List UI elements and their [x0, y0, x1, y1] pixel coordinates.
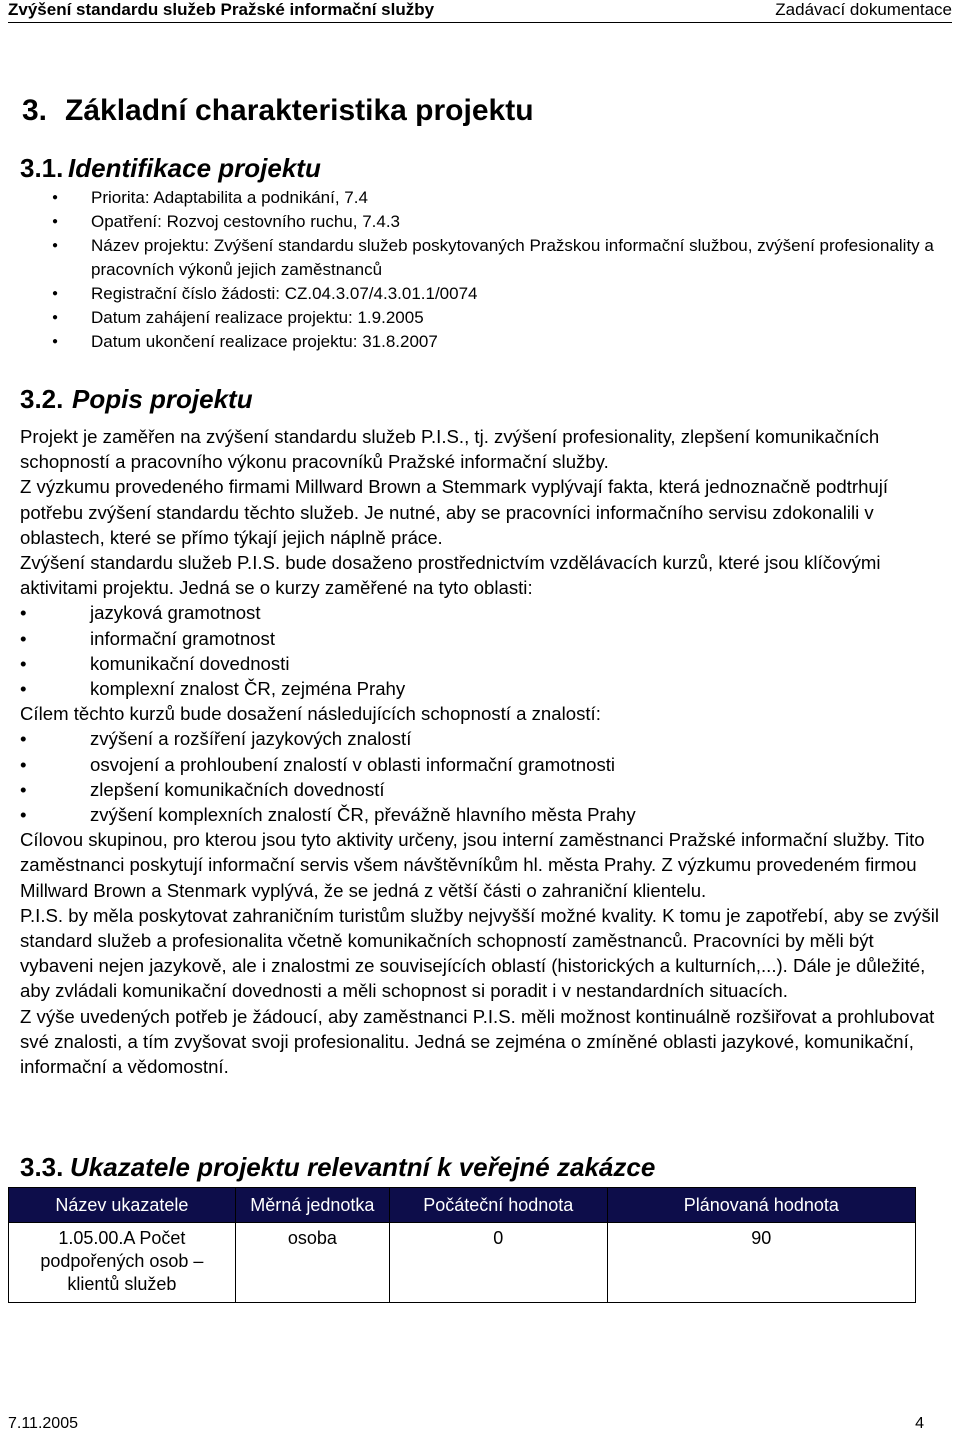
paragraph: P.I.S. by měla poskytovat zahraničním turistům služby nejvyšší možné kvality. K tomu je zapotřebí, aby se zvýšil standard služeb a profesionalita včetně komunikačních schopností zaměstnanců. Pracovníci by měli být vybaveni nejen jazykově, ale i znalostmi ze souvisejících oblastí (historických a kulturních,...). Dále je důležité, aby zvládali komunikační dovednosti a měli schopnost si poradit i v nestandardních situacích.	[20, 904, 940, 1002]
section-title: Identifikace projektu	[68, 153, 321, 183]
identification-list	[0, 186, 941, 354]
identification-item: ● Datum ukončení realizace projektu: 31.8.2007	[0, 330, 941, 354]
paragraph: Z výše uvedených potřeb je žádoucí, aby zaměstnanci P.I.S. měli možnost kontinuálně rozšiřovat a prohlubovat své znalosti, a tím zvyšovat svoji profesionalitu. Jedná se zejména o zmíněné oblasti jazykové, komunikační, informační a vědomostní.	[20, 1005, 935, 1078]
paragraph: Projekt je zaměřen na zvýšení standardu služeb P.I.S., tj. zvýšení profesionality, zlepšení komunikačních schopností a pracovního výkonu pracovníků Pražské informační služby.	[20, 426, 880, 473]
goals-list	[20, 726, 945, 827]
identification-item: ● Registrační číslo žádosti: CZ.04.3.07/4.3.01.1/0074	[0, 282, 941, 306]
section-3-heading	[22, 92, 534, 130]
column-header: Plánovaná hodnota	[607, 1188, 915, 1223]
list-item: • komunikační dovednosti	[20, 651, 945, 676]
section-title: Základní charakteristika projektu	[65, 94, 534, 127]
section-number: 3.2.	[20, 384, 64, 414]
table-cell: osoba	[235, 1223, 389, 1303]
section-number: 3.1.	[20, 153, 64, 183]
identification-item: ● Datum zahájení realizace projektu: 1.9.2005	[0, 306, 941, 330]
table-header-row	[9, 1188, 916, 1223]
table-cell: 1.05.00.A Počet podpořených osob – klientů služeb	[9, 1223, 236, 1303]
paragraph: Z výzkumu provedeného firmami Millward Brown a Stemmark vyplývají fakta, která jednoznačně podtrhují potřebu zvýšení standardu těchto služeb. Je nutné, aby se pracovníci informačního servisu zdokonalili v oblastech, které se přímo týkají jejich náplně práce.	[20, 476, 889, 548]
column-header: Název ukazatele	[9, 1188, 236, 1223]
section-31-heading	[20, 152, 321, 184]
header-doc-type: Zadávací dokumentace	[775, 0, 952, 19]
page-header	[8, 0, 952, 23]
page-number: 4	[915, 1415, 924, 1432]
list-item: • informační gramotnost	[20, 626, 945, 651]
list-item: • osvojení a prohloubení znalostí v oblasti informační gramotnosti	[20, 752, 945, 777]
table-row	[9, 1223, 916, 1303]
course-areas-list	[20, 600, 945, 701]
column-header: Měrná jednotka	[235, 1188, 389, 1223]
header-title: Zvýšení standardu služeb Pražské informační služby	[8, 0, 435, 19]
project-description	[20, 424, 945, 1079]
table-cell: 90	[607, 1223, 915, 1303]
indicators-table	[8, 1187, 916, 1303]
paragraph: Cílem těchto kurzů bude dosažení následujících schopností a znalostí:	[20, 703, 601, 725]
section-number: 3.3.	[20, 1152, 64, 1182]
list-item: • jazyková gramotnost	[20, 600, 945, 625]
identification-item: ● Opatření: Rozvoj cestovního ruchu, 7.4.3	[0, 210, 941, 234]
identification-item: ● Priorita: Adaptabilita a podnikání, 7.4	[0, 186, 941, 210]
identification-item: ● Název projektu: Zvýšení standardu služeb poskytovaných Pražskou informační službou, zvýšení profesionality a pracovních výkonů jejich zaměstnanců	[0, 234, 941, 282]
paragraph: Zvýšení standardu služeb P.I.S. bude dosaženo prostřednictvím vzdělávacích kurzů, které jsou klíčovými aktivitami projektu. Jedná se o kurzy zaměřené na tyto oblasti:	[20, 552, 881, 599]
page-footer	[8, 1415, 924, 1433]
table-cell: 0	[389, 1223, 607, 1303]
list-item: • zlepšení komunikačních dovedností	[20, 777, 945, 802]
section-32-heading	[20, 383, 253, 415]
list-item: • zvýšení komplexních znalostí ČR, převážně hlavního města Prahy	[20, 802, 945, 827]
list-item: • zvýšení a rozšíření jazykových znalostí	[20, 726, 945, 751]
footer-date: 7.11.2005	[8, 1415, 78, 1432]
column-header: Počáteční hodnota	[389, 1188, 607, 1223]
paragraph: Cílovou skupinou, pro kterou jsou tyto aktivity určeny, jsou interní zaměstnanci Pražské informační služby. Tito zaměstnanci poskytují informační servis všem návštěvníkům hl. města Prahy. Z výzkumu provedeném firmou Millward Brown a Stenmark vyplývá, že se jedná z větší části o zahraniční klientelu.	[20, 829, 925, 901]
section-33-heading	[20, 1151, 655, 1183]
section-number: 3.	[22, 94, 48, 127]
section-title: Popis projektu	[72, 384, 253, 414]
section-title: Ukazatele projektu relevantní k veřejné zakázce	[70, 1152, 656, 1182]
list-item: • komplexní znalost ČR, zejména Prahy	[20, 676, 945, 701]
